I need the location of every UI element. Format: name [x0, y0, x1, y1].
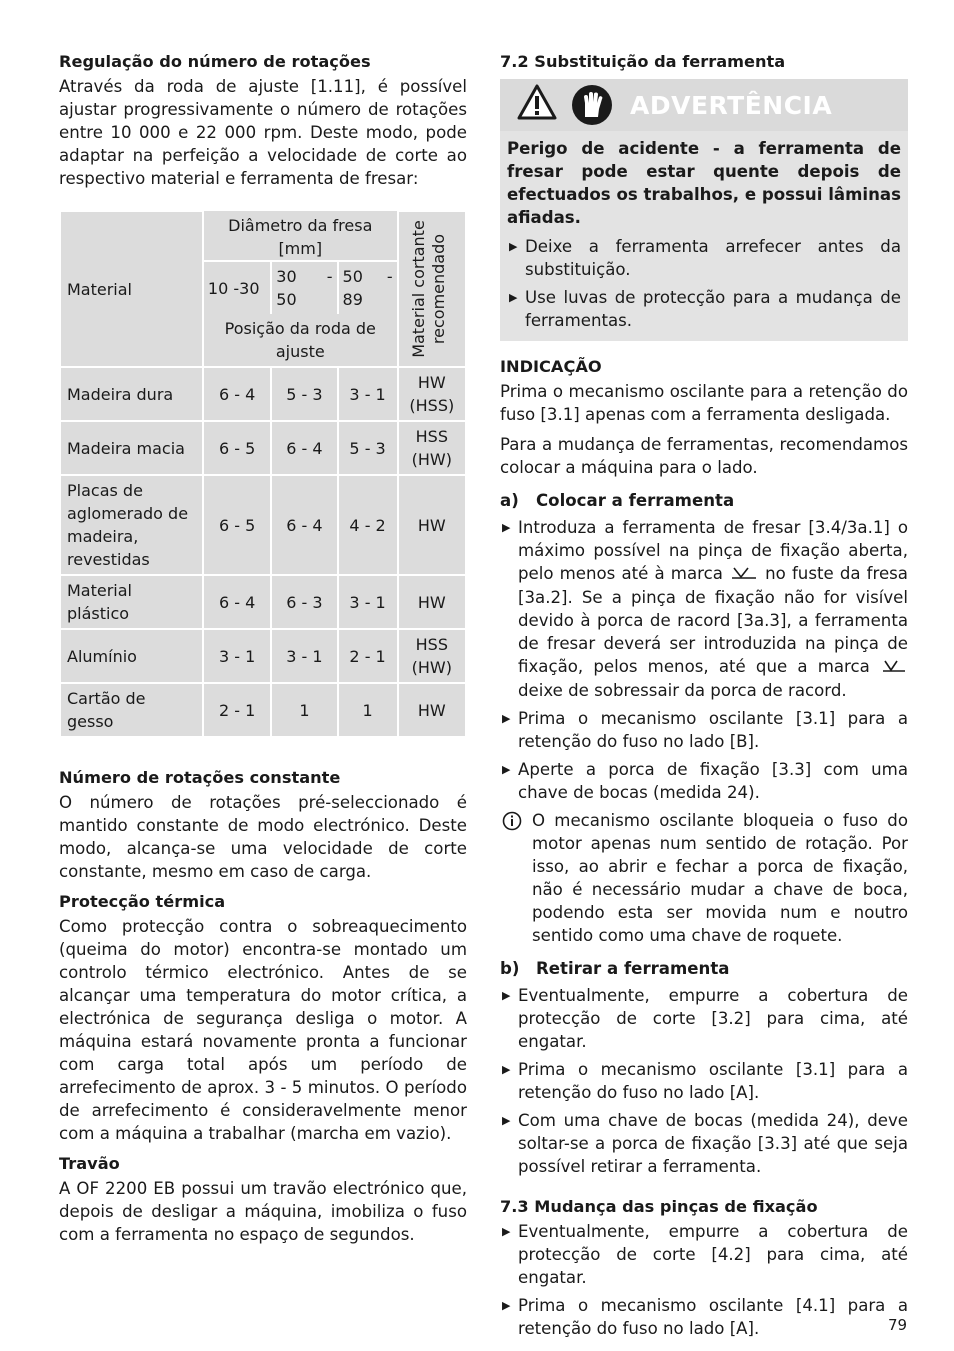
warning-step: ▶ Deixe a ferramenta arrefecer antes da substituição. — [507, 235, 901, 281]
diam-2: 30 - 50 — [271, 261, 337, 314]
diam-1: 10 -30 — [203, 261, 271, 314]
page-number: 79 — [888, 1316, 908, 1334]
warning-bar — [500, 79, 908, 131]
info-note: O mecanismo oscilante bloqueia o fuso do motor apenas num sentido de rotação. Por isso, ao abrir e fechar a porca de fixação, não é necessário mudar a chave de boca, podendo esta ser movida num e noutro sentido como uma chave de roquete. — [500, 809, 908, 947]
collet-heading: 7.3 Mudança das pinças de fixação — [500, 1197, 818, 1216]
glove-icon — [572, 85, 612, 125]
warning-triangle-icon — [516, 83, 558, 127]
right-column — [500, 50, 908, 1345]
speed-heading: Regulação do número de rotações — [59, 52, 371, 71]
insert-step: ▶ Introduza a ferramenta de fresar [3.4/3a.1] o máximo possível na pinça de fixação aberta, pelo menos até à marca no fuste da fresa [3a.2]. Se a pinça de fixação não for visível devido à porca de racord [3a.3], a ferramenta de fresar deverá ser introduzida na pinça de fixação, pelos menos, até que a marca deixe de sobressair da porca de racord. — [500, 516, 908, 702]
collet-step: ▶ Prima o mecanismo oscilante [4.1] para a retenção do fuso no lado [A]. — [500, 1294, 908, 1340]
insert-heading: a) Colocar a ferramenta — [500, 491, 735, 510]
depth-mark-icon — [882, 656, 906, 679]
constant-speed-text: O número de rotações pré-seleccionado é mantido constante de modo electrónico. Deste modo, alcança-se uma velocidade de corte constante, mesmo em caso de carga. — [59, 793, 467, 881]
left-column — [59, 50, 467, 1253]
insert-step: ▶ Aperte a porca de fixação [3.3] com uma chave de bocas (medida 24). — [500, 758, 908, 804]
warning-danger-text: Perigo de acidente - a ferramenta de fresar pode estar quente depois de efectuados os trabalhos, e possui lâminas afiadas. — [507, 139, 901, 227]
diam-3: 50 - 89 — [338, 261, 398, 314]
info-icon — [502, 811, 522, 837]
note-p1: Prima o mecanismo oscilante para a retenção do fuso [3.1] apenas com a ferramenta desligada. — [500, 382, 908, 424]
thermal-text: Como protecção contra o sobreaquecimento (queima do motor) encontra-se montado um controlo térmico electrónico. Antes de se alcançar uma temperatura do motor crítica, a electrónica de segurança desliga o motor. A máquina estará novamente pronta a funcionar com carga total após um período de arrefecimento de aprox. 3 - 5 minutos. O período de arrefecimento é consideravelmente menor com a máquina a trabalhar (marcha em vazio). — [59, 917, 467, 1143]
table-row: Placas de aglomerado de madeira, revestidas 6 - 5 6 - 4 4 - 2 HW — [60, 475, 466, 575]
table-row: Cartão de gesso 2 - 1 1 1 HW — [60, 683, 466, 737]
table-row: Material plástico 6 - 4 6 - 3 3 - 1 HW — [60, 575, 466, 629]
warning-title: ADVERTÊNCIA — [630, 90, 833, 120]
warning-step: ▶ Use luvas de protecção para a mudança de ferramentas. — [507, 286, 901, 332]
brake-text: A OF 2200 EB possui um travão electrónico que, depois de desligar a máquina, imobiliza o fuso com a ferramenta no espaço de segundos. — [59, 1179, 467, 1244]
remove-step: ▶ Prima o mecanismo oscilante [3.1] para a retenção do fuso no lado [A]. — [500, 1058, 908, 1104]
table-row: Madeira macia 6 - 5 6 - 4 5 - 3 HSS (HW) — [60, 421, 466, 475]
table-row: Alumínio 3 - 1 3 - 1 2 - 1 HSS (HW) — [60, 629, 466, 683]
note-p2: Para a mudança de ferramentas, recomendamos colocar a máquina para o lado. — [500, 435, 908, 477]
cutting-header: Material cortante recomendado — [408, 220, 448, 358]
depth-mark-icon — [731, 563, 757, 586]
cutting-header-cell — [398, 211, 466, 367]
thermal-heading: Protecção térmica — [59, 892, 226, 911]
speed-text: Através da roda de ajuste [1.11], é possível ajustar progressivamente o número de rotações entre 10 000 e 22 000 rpm. Deste modo, pode adaptar na perfeição a velocidade de corte ao respectivo material e ferramenta de fresar: — [59, 77, 467, 188]
collet-step: ▶ Eventualmente, empurre a cobertura de protecção de corte [4.2] para cima, até engatar. — [500, 1220, 908, 1289]
table-row: Madeira dura 6 - 4 5 - 3 3 - 1 HW (HSS) — [60, 367, 466, 421]
remove-step: ▶ Eventualmente, empurre a cobertura de protecção de corte [3.2] para cima, até engatar. — [500, 984, 908, 1053]
note-heading: INDICAÇÃO — [500, 357, 602, 376]
remove-step: ▶ Com uma chave de bocas (medida 24), deve soltar-se a porca de fixação [3.3] até que seja possível retirar a ferramenta. — [500, 1109, 908, 1178]
remove-heading: b) Retirar a ferramenta — [500, 959, 730, 978]
brake-heading: Travão — [59, 1154, 120, 1173]
position-header: Posição da roda de ajuste — [203, 314, 398, 367]
constant-speed-heading: Número de rotações constante — [59, 768, 341, 787]
diameter-header: Diâmetro da fresa [mm] — [203, 211, 398, 261]
warning-box — [500, 79, 908, 341]
material-header: Material — [60, 211, 203, 367]
insert-step: ▶ Prima o mecanismo oscilante [3.1] para a retenção do fuso no lado [B]. — [500, 707, 908, 753]
section-heading: 7.2 Substituição da ferramenta — [500, 52, 786, 71]
speed-table — [59, 210, 467, 738]
